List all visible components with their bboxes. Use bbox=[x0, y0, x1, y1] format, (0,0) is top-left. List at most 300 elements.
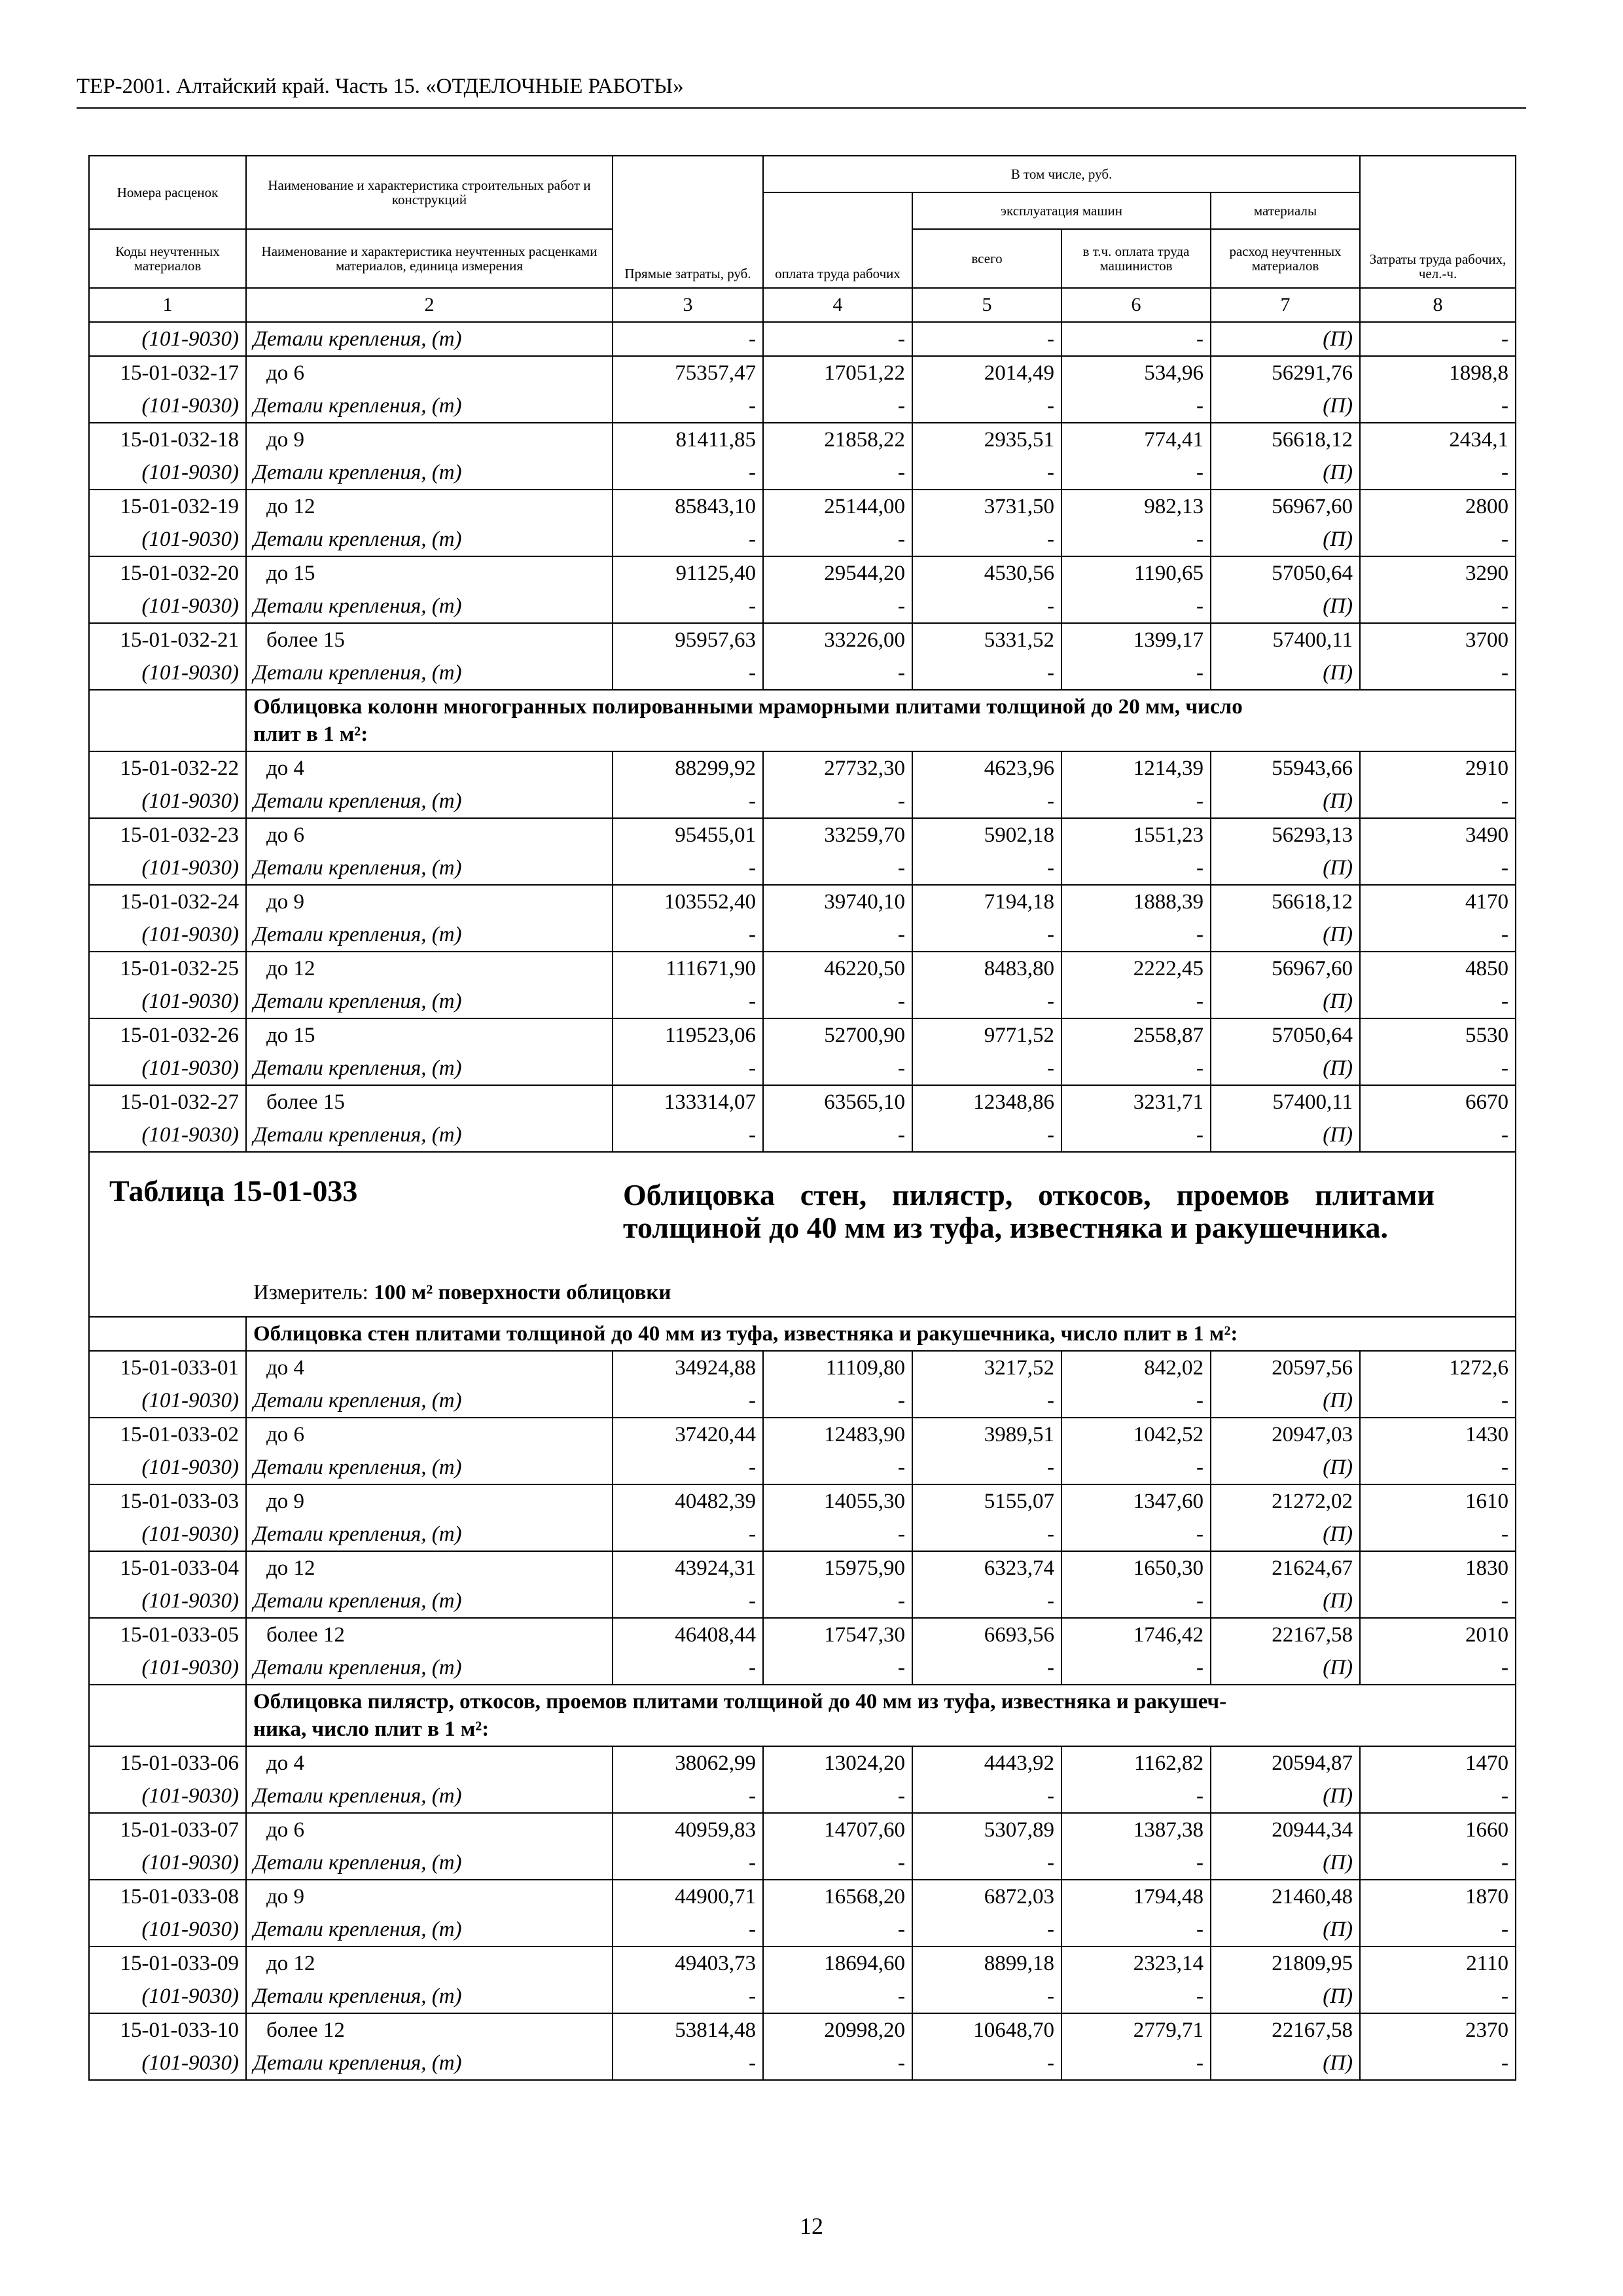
value-cell: 5902,18 bbox=[912, 818, 1061, 852]
materials-p-cell: (П) bbox=[1211, 1913, 1360, 1946]
dash-cell: - bbox=[912, 1384, 1061, 1418]
value-cell: 2558,87 bbox=[1061, 1018, 1211, 1052]
dash-cell: - bbox=[763, 1518, 912, 1551]
material-code: (101-9030) bbox=[89, 1119, 246, 1152]
materials-p-cell: (П) bbox=[1211, 1119, 1360, 1152]
value-cell: 6693,56 bbox=[912, 1618, 1061, 1651]
col-machines-labor: в т.ч. оплата труда машинистов bbox=[1061, 229, 1211, 288]
material-row bbox=[89, 590, 1516, 623]
dash-cell: - bbox=[1360, 852, 1516, 885]
table-body bbox=[89, 322, 1516, 2080]
value-cell: 56967,60 bbox=[1211, 490, 1360, 523]
value-cell: 1470 bbox=[1360, 1746, 1516, 1780]
dash-cell: - bbox=[1061, 1384, 1211, 1418]
material-name: Детали крепления, (т) bbox=[246, 1980, 613, 2013]
rate-name: до 12 bbox=[246, 952, 613, 985]
rate-name: до 4 bbox=[246, 1351, 613, 1384]
dash-cell: - bbox=[1360, 1780, 1516, 1813]
dash-cell: - bbox=[613, 322, 763, 356]
dash-cell: - bbox=[1061, 1119, 1211, 1152]
value-cell: 75357,47 bbox=[613, 356, 763, 389]
materials-p-cell: (П) bbox=[1211, 1585, 1360, 1618]
rate-row bbox=[89, 1484, 1516, 1518]
material-code: (101-9030) bbox=[89, 322, 246, 356]
value-cell: 842,02 bbox=[1061, 1351, 1211, 1384]
value-cell: 17051,22 bbox=[763, 356, 912, 389]
dash-cell: - bbox=[1360, 590, 1516, 623]
page-number: 12 bbox=[800, 2213, 823, 2239]
value-cell: 2010 bbox=[1360, 1618, 1516, 1651]
rate-row bbox=[89, 751, 1516, 785]
value-cell: 55943,66 bbox=[1211, 751, 1360, 785]
material-name: Детали крепления, (т) bbox=[246, 322, 613, 356]
dash-cell: - bbox=[613, 985, 763, 1018]
dash-cell: - bbox=[1061, 1651, 1211, 1685]
rate-name: до 9 bbox=[246, 1880, 613, 1913]
dash-cell: - bbox=[912, 1651, 1061, 1685]
section-title-line1: Облицовка колонн многогранных полированными мраморными плитами толщиной до 20 мм, число bbox=[253, 695, 1243, 719]
material-code: (101-9030) bbox=[89, 389, 246, 423]
material-row bbox=[89, 456, 1516, 490]
value-cell: 6872,03 bbox=[912, 1880, 1061, 1913]
dash-cell: - bbox=[763, 985, 912, 1018]
rate-name: до 12 bbox=[246, 490, 613, 523]
value-cell: 49403,73 bbox=[613, 1946, 763, 1980]
rate-code: 15-01-032-26 bbox=[89, 1018, 246, 1052]
materials-p-cell: (П) bbox=[1211, 1518, 1360, 1551]
value-cell: 53814,48 bbox=[613, 2013, 763, 2047]
material-row bbox=[89, 1585, 1516, 1618]
value-cell: 17547,30 bbox=[763, 1618, 912, 1651]
value-cell: 43924,31 bbox=[613, 1551, 763, 1585]
header-title: ТЕР-2001. Алтайский край. Часть 15. «ОТДЕЛОЧНЫЕ РАБОТЫ» bbox=[77, 75, 684, 98]
value-cell: 1399,17 bbox=[1061, 623, 1211, 656]
rate-code: 15-01-032-21 bbox=[89, 623, 246, 656]
rate-code: 15-01-033-06 bbox=[89, 1746, 246, 1780]
rate-row bbox=[89, 423, 1516, 456]
dash-cell: - bbox=[763, 852, 912, 885]
dash-cell: - bbox=[613, 785, 763, 818]
dash-cell: - bbox=[1360, 2047, 1516, 2080]
value-cell: 2370 bbox=[1360, 2013, 1516, 2047]
rate-code: 15-01-032-19 bbox=[89, 490, 246, 523]
rate-name: до 4 bbox=[246, 1746, 613, 1780]
value-cell: 2800 bbox=[1360, 490, 1516, 523]
section-title-line2: ника, число плит в 1 м²: bbox=[253, 1717, 490, 1741]
value-cell: 95455,01 bbox=[613, 818, 763, 852]
col-rate-no: Номера расценок bbox=[89, 156, 246, 229]
value-cell: 91125,40 bbox=[613, 556, 763, 590]
value-cell: 1650,30 bbox=[1061, 1551, 1211, 1585]
dash-cell: - bbox=[1360, 1651, 1516, 1685]
value-cell: 3217,52 bbox=[912, 1351, 1061, 1384]
dash-cell: - bbox=[912, 1585, 1061, 1618]
rate-code: 15-01-032-25 bbox=[89, 952, 246, 985]
rate-row bbox=[89, 885, 1516, 918]
value-cell: 1870 bbox=[1360, 1880, 1516, 1913]
value-cell: 2323,14 bbox=[1061, 1946, 1211, 1980]
dash-cell: - bbox=[613, 1651, 763, 1685]
col-num: 7 bbox=[1211, 288, 1360, 322]
rate-name: более 15 bbox=[246, 623, 613, 656]
value-cell: 5331,52 bbox=[912, 623, 1061, 656]
dash-cell: - bbox=[1061, 1846, 1211, 1880]
col-labor-hours: Затраты труда рабочих, чел.-ч. bbox=[1360, 156, 1516, 288]
material-name: Детали крепления, (т) bbox=[246, 985, 613, 1018]
rate-code: 15-01-032-27 bbox=[89, 1085, 246, 1119]
dash-cell: - bbox=[763, 322, 912, 356]
rate-code: 15-01-033-08 bbox=[89, 1880, 246, 1913]
dash-cell: - bbox=[1360, 785, 1516, 818]
rate-name: до 15 bbox=[246, 556, 613, 590]
col-mat-codes: Коды неучтенных материалов bbox=[89, 229, 246, 288]
dash-cell: - bbox=[613, 1585, 763, 1618]
rate-code: 15-01-032-17 bbox=[89, 356, 246, 389]
value-cell: 4170 bbox=[1360, 885, 1516, 918]
material-code: (101-9030) bbox=[89, 785, 246, 818]
value-cell: 3490 bbox=[1360, 818, 1516, 852]
value-cell: 1610 bbox=[1360, 1484, 1516, 1518]
rate-name: до 6 bbox=[246, 1813, 613, 1846]
material-row bbox=[89, 1052, 1516, 1085]
value-cell: 3700 bbox=[1360, 623, 1516, 656]
value-cell: 56967,60 bbox=[1211, 952, 1360, 985]
section-title-line2: плит в 1 м²: bbox=[253, 723, 368, 746]
value-cell: 13024,20 bbox=[763, 1746, 912, 1780]
dash-cell: - bbox=[1360, 1913, 1516, 1946]
dash-cell: - bbox=[763, 1585, 912, 1618]
col-num: 3 bbox=[613, 288, 763, 322]
material-code: (101-9030) bbox=[89, 1651, 246, 1685]
dash-cell: - bbox=[912, 456, 1061, 490]
material-name: Детали крепления, (т) bbox=[246, 1651, 613, 1685]
value-cell: 2910 bbox=[1360, 751, 1516, 785]
value-cell: 2222,45 bbox=[1061, 952, 1211, 985]
dash-cell: - bbox=[763, 656, 912, 690]
section-row bbox=[89, 1317, 1516, 1351]
value-cell: 57050,64 bbox=[1211, 556, 1360, 590]
dash-cell: - bbox=[1360, 523, 1516, 556]
dash-cell: - bbox=[1360, 322, 1516, 356]
dash-cell: - bbox=[763, 389, 912, 423]
section-spacer bbox=[89, 1317, 246, 1351]
value-cell: 1042,52 bbox=[1061, 1418, 1211, 1451]
col-name: Наименование и характеристика строительных работ и конструкций bbox=[246, 156, 613, 229]
material-name: Детали крепления, (т) bbox=[246, 2047, 613, 2080]
rate-name: до 6 bbox=[246, 818, 613, 852]
rate-name: до 9 bbox=[246, 423, 613, 456]
material-row bbox=[89, 1518, 1516, 1551]
rate-row bbox=[89, 1813, 1516, 1846]
table-title-row bbox=[89, 1152, 1516, 1317]
dash-cell: - bbox=[912, 1518, 1061, 1551]
rate-name: более 12 bbox=[246, 2013, 613, 2047]
material-code: (101-9030) bbox=[89, 1913, 246, 1946]
dash-cell: - bbox=[613, 1980, 763, 2013]
section-row bbox=[89, 690, 1516, 751]
dash-cell: - bbox=[613, 1846, 763, 1880]
section-title-line1: Облицовка стен плитами толщиной до 40 мм из туфа, известняка и ракушечника, число плит в 1 м²: bbox=[253, 1322, 1238, 1346]
value-cell: 37420,44 bbox=[613, 1418, 763, 1451]
value-cell: 9771,52 bbox=[912, 1018, 1061, 1052]
dash-cell: - bbox=[1360, 1846, 1516, 1880]
value-cell: 20998,20 bbox=[763, 2013, 912, 2047]
value-cell: 57400,11 bbox=[1211, 1085, 1360, 1119]
value-cell: 2779,71 bbox=[1061, 2013, 1211, 2047]
rate-name: до 4 bbox=[246, 751, 613, 785]
rate-row bbox=[89, 356, 1516, 389]
value-cell: 27732,30 bbox=[763, 751, 912, 785]
table-header bbox=[89, 156, 1516, 322]
value-cell: 1190,65 bbox=[1061, 556, 1211, 590]
dash-cell: - bbox=[613, 389, 763, 423]
dash-cell: - bbox=[912, 656, 1061, 690]
materials-p-cell: (П) bbox=[1211, 389, 1360, 423]
dash-cell: - bbox=[912, 1780, 1061, 1813]
value-cell: 7194,18 bbox=[912, 885, 1061, 918]
material-name: Детали крепления, (т) bbox=[246, 1052, 613, 1085]
dash-cell: - bbox=[912, 1119, 1061, 1152]
dash-cell: - bbox=[613, 456, 763, 490]
rate-name: до 15 bbox=[246, 1018, 613, 1052]
material-code: (101-9030) bbox=[89, 985, 246, 1018]
rate-row bbox=[89, 1551, 1516, 1585]
section-title bbox=[246, 1685, 1516, 1746]
material-name: Детали крепления, (т) bbox=[246, 1518, 613, 1551]
dash-cell: - bbox=[1360, 1384, 1516, 1418]
material-name: Детали крепления, (т) bbox=[246, 456, 613, 490]
value-cell: 1430 bbox=[1360, 1418, 1516, 1451]
dash-cell: - bbox=[613, 1119, 763, 1152]
dash-cell: - bbox=[1360, 1119, 1516, 1152]
dash-cell: - bbox=[763, 918, 912, 952]
column-numbers bbox=[89, 288, 1516, 322]
dash-cell: - bbox=[1360, 1052, 1516, 1085]
col-num: 6 bbox=[1061, 288, 1211, 322]
value-cell: 33226,00 bbox=[763, 623, 912, 656]
dash-cell: - bbox=[1061, 456, 1211, 490]
table-title-text: Облицовка стен, пилястр, откосов, проемов плитами толщиной до 40 мм из туфа, известняка и ракушечника. bbox=[623, 1178, 1435, 1244]
rate-row bbox=[89, 1018, 1516, 1052]
material-row bbox=[89, 1846, 1516, 1880]
material-code: (101-9030) bbox=[89, 590, 246, 623]
materials-p-cell: (П) bbox=[1211, 456, 1360, 490]
dash-cell: - bbox=[1360, 456, 1516, 490]
rate-code: 15-01-032-18 bbox=[89, 423, 246, 456]
value-cell: 1272,6 bbox=[1360, 1351, 1516, 1384]
rate-row bbox=[89, 1351, 1516, 1384]
section-title-line1: Облицовка пилястр, откосов, проемов плитами толщиной до 40 мм из туфа, известняка и ракушеч- bbox=[253, 1690, 1227, 1713]
material-code: (101-9030) bbox=[89, 918, 246, 952]
material-name: Детали крепления, (т) bbox=[246, 1119, 613, 1152]
dash-cell: - bbox=[1061, 1913, 1211, 1946]
rate-row bbox=[89, 1946, 1516, 1980]
material-code: (101-9030) bbox=[89, 852, 246, 885]
value-cell: 1214,39 bbox=[1061, 751, 1211, 785]
section-spacer bbox=[89, 1685, 246, 1746]
value-cell: 111671,90 bbox=[613, 952, 763, 985]
dash-cell: - bbox=[912, 590, 1061, 623]
value-cell: 1746,42 bbox=[1061, 1618, 1211, 1651]
materials-p-cell: (П) bbox=[1211, 852, 1360, 885]
materials-p-cell: (П) bbox=[1211, 1384, 1360, 1418]
dash-cell: - bbox=[613, 1913, 763, 1946]
material-code: (101-9030) bbox=[89, 1585, 246, 1618]
rate-row bbox=[89, 623, 1516, 656]
dash-cell: - bbox=[912, 852, 1061, 885]
materials-p-cell: (П) bbox=[1211, 785, 1360, 818]
material-row bbox=[89, 985, 1516, 1018]
value-cell: 56293,13 bbox=[1211, 818, 1360, 852]
material-name: Детали крепления, (т) bbox=[246, 389, 613, 423]
value-cell: 85843,10 bbox=[613, 490, 763, 523]
rate-name: до 12 bbox=[246, 1946, 613, 1980]
materials-p-cell: (П) bbox=[1211, 1980, 1360, 2013]
rate-row bbox=[89, 818, 1516, 852]
value-cell: 22167,58 bbox=[1211, 1618, 1360, 1651]
value-cell: 95957,63 bbox=[613, 623, 763, 656]
value-cell: 1898,8 bbox=[1360, 356, 1516, 389]
value-cell: 57050,64 bbox=[1211, 1018, 1360, 1052]
materials-p-cell: (П) bbox=[1211, 2047, 1360, 2080]
material-row bbox=[89, 656, 1516, 690]
value-cell: 34924,88 bbox=[613, 1351, 763, 1384]
dash-cell: - bbox=[763, 1913, 912, 1946]
rates-table bbox=[88, 155, 1516, 2081]
materials-p-cell: (П) bbox=[1211, 1651, 1360, 1685]
dash-cell: - bbox=[1061, 590, 1211, 623]
rate-code: 15-01-033-04 bbox=[89, 1551, 246, 1585]
dash-cell: - bbox=[1061, 852, 1211, 885]
material-name: Детали крепления, (т) bbox=[246, 656, 613, 690]
material-code: (101-9030) bbox=[89, 2047, 246, 2080]
materials-p-cell: (П) bbox=[1211, 985, 1360, 1018]
material-row bbox=[89, 1980, 1516, 2013]
value-cell: 133314,07 bbox=[613, 1085, 763, 1119]
material-row bbox=[89, 2047, 1516, 2080]
material-row bbox=[89, 1384, 1516, 1418]
material-name: Детали крепления, (т) bbox=[246, 523, 613, 556]
material-name: Детали крепления, (т) bbox=[246, 1451, 613, 1484]
rate-row bbox=[89, 556, 1516, 590]
value-cell: 4623,96 bbox=[912, 751, 1061, 785]
value-cell: 21624,67 bbox=[1211, 1551, 1360, 1585]
value-cell: 2434,1 bbox=[1360, 423, 1516, 456]
value-cell: 3231,71 bbox=[1061, 1085, 1211, 1119]
material-name: Детали крепления, (т) bbox=[246, 918, 613, 952]
value-cell: 6670 bbox=[1360, 1085, 1516, 1119]
dash-cell: - bbox=[763, 1384, 912, 1418]
table-title-label: Таблица 15-01-033 bbox=[109, 1174, 358, 1208]
dash-cell: - bbox=[1061, 656, 1211, 690]
value-cell: 8483,80 bbox=[912, 952, 1061, 985]
value-cell: 52700,90 bbox=[763, 1018, 912, 1052]
value-cell: 982,13 bbox=[1061, 490, 1211, 523]
dash-cell: - bbox=[912, 523, 1061, 556]
value-cell: 103552,40 bbox=[613, 885, 763, 918]
rate-code: 15-01-033-02 bbox=[89, 1418, 246, 1451]
dash-cell: - bbox=[1061, 523, 1211, 556]
value-cell: 25144,00 bbox=[763, 490, 912, 523]
value-cell: 38062,99 bbox=[613, 1746, 763, 1780]
materials-p-cell: (П) bbox=[1211, 523, 1360, 556]
dash-cell: - bbox=[1061, 1780, 1211, 1813]
materials-p-cell: (П) bbox=[1211, 322, 1360, 356]
col-mat-name: Наименование и характеристика неучтенных расценками материалов, единица измерения bbox=[246, 229, 613, 288]
dash-cell: - bbox=[613, 1518, 763, 1551]
dash-cell: - bbox=[1360, 656, 1516, 690]
rate-code: 15-01-033-09 bbox=[89, 1946, 246, 1980]
material-name: Детали крепления, (т) bbox=[246, 1780, 613, 1813]
value-cell: 4850 bbox=[1360, 952, 1516, 985]
dash-cell: - bbox=[1061, 389, 1211, 423]
value-cell: 39740,10 bbox=[763, 885, 912, 918]
rate-code: 15-01-032-22 bbox=[89, 751, 246, 785]
material-row bbox=[89, 852, 1516, 885]
material-name: Детали крепления, (т) bbox=[246, 852, 613, 885]
value-cell: 3290 bbox=[1360, 556, 1516, 590]
dash-cell: - bbox=[613, 2047, 763, 2080]
value-cell: 56618,12 bbox=[1211, 885, 1360, 918]
dash-cell: - bbox=[613, 1780, 763, 1813]
section-title bbox=[246, 1317, 1516, 1351]
value-cell: 20597,56 bbox=[1211, 1351, 1360, 1384]
rate-row bbox=[89, 1746, 1516, 1780]
col-num: 4 bbox=[763, 288, 912, 322]
col-machines-total: всего bbox=[912, 229, 1061, 288]
dash-cell: - bbox=[763, 590, 912, 623]
dash-cell: - bbox=[1061, 1585, 1211, 1618]
dash-cell: - bbox=[763, 1780, 912, 1813]
rate-row bbox=[89, 1880, 1516, 1913]
dash-cell: - bbox=[1360, 918, 1516, 952]
dash-cell: - bbox=[1360, 985, 1516, 1018]
table-title-cell bbox=[89, 1152, 1516, 1317]
dash-cell: - bbox=[763, 2047, 912, 2080]
rate-row bbox=[89, 1618, 1516, 1651]
rate-name: до 9 bbox=[246, 1484, 613, 1518]
value-cell: 12483,90 bbox=[763, 1418, 912, 1451]
value-cell: 2935,51 bbox=[912, 423, 1061, 456]
dash-cell: - bbox=[912, 918, 1061, 952]
rate-name: до 12 bbox=[246, 1551, 613, 1585]
dash-cell: - bbox=[763, 1052, 912, 1085]
col-direct: Прямые затраты, руб. bbox=[613, 156, 763, 288]
material-row bbox=[89, 1651, 1516, 1685]
rate-code: 15-01-032-24 bbox=[89, 885, 246, 918]
value-cell: 21272,02 bbox=[1211, 1484, 1360, 1518]
value-cell: 774,41 bbox=[1061, 423, 1211, 456]
value-cell: 2014,49 bbox=[912, 356, 1061, 389]
value-cell: 1347,60 bbox=[1061, 1484, 1211, 1518]
material-code: (101-9030) bbox=[89, 523, 246, 556]
dash-cell: - bbox=[613, 523, 763, 556]
value-cell: 46220,50 bbox=[763, 952, 912, 985]
rate-code: 15-01-033-01 bbox=[89, 1351, 246, 1384]
value-cell: 5530 bbox=[1360, 1018, 1516, 1052]
value-cell: 12348,86 bbox=[912, 1085, 1061, 1119]
rate-code: 15-01-032-23 bbox=[89, 818, 246, 852]
material-name: Детали крепления, (т) bbox=[246, 1846, 613, 1880]
col-num: 8 bbox=[1360, 288, 1516, 322]
section-title bbox=[246, 690, 1516, 751]
section-row bbox=[89, 1685, 1516, 1746]
dash-cell: - bbox=[912, 1913, 1061, 1946]
measure-prefix: Измеритель: bbox=[253, 1281, 374, 1304]
dash-cell: - bbox=[613, 656, 763, 690]
materials-p-cell: (П) bbox=[1211, 590, 1360, 623]
value-cell: 1888,39 bbox=[1061, 885, 1211, 918]
